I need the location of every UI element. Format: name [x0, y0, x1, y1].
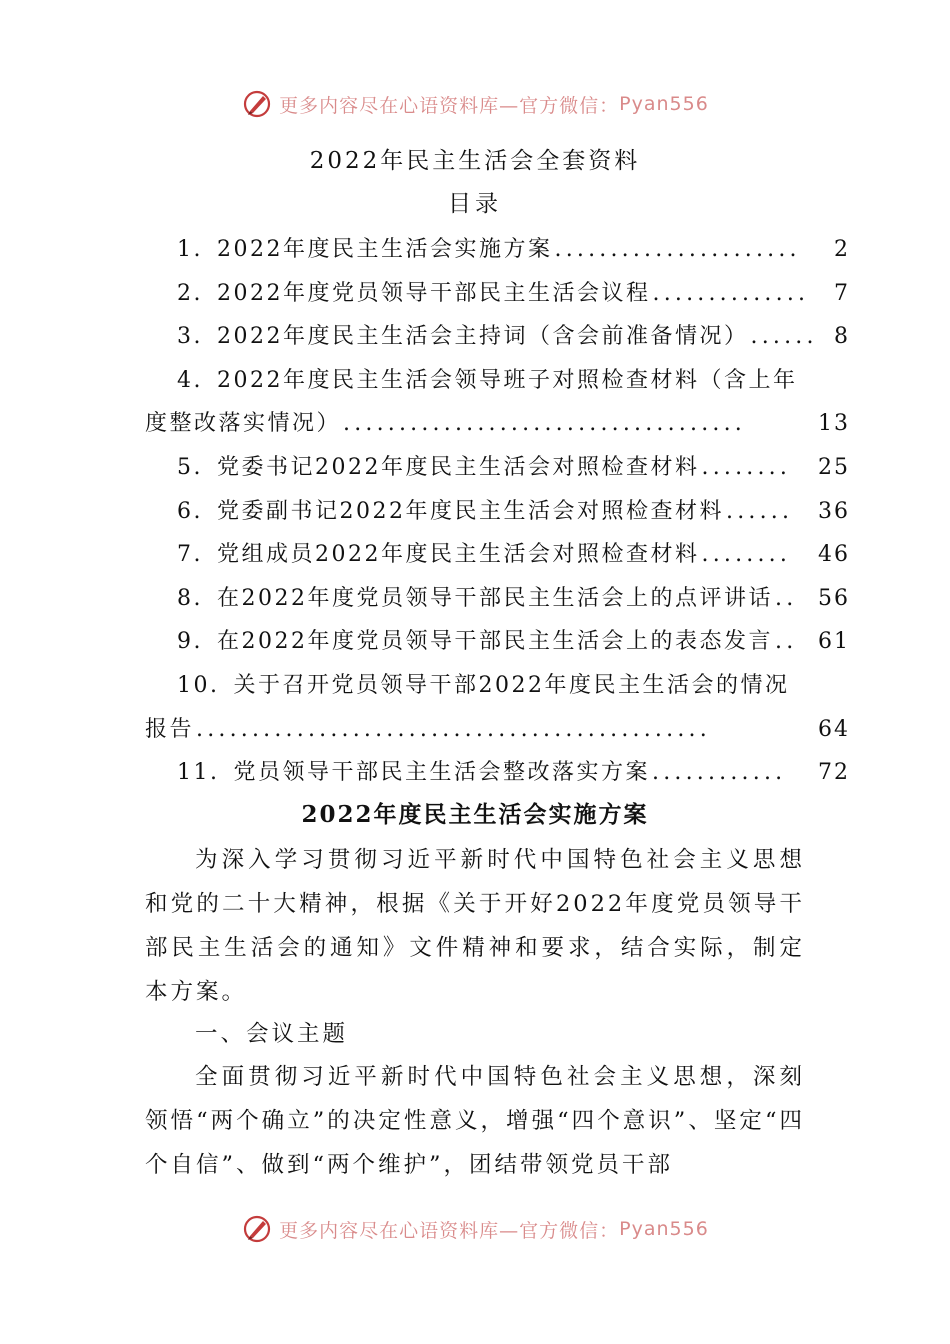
- toc-title: 关于召开党员领导干部2022年度民主生活会的情况: [233, 672, 790, 698]
- watermark-text: 更多内容尽在心语资料库—官方微信：: [279, 1219, 620, 1242]
- paragraph-theme: 全面贯彻习近平新时代中国特色社会主义思想，深刻领悟“两个确立”的决定性意义，增强“四个意识”、坚定“四个自信”、做到“两个维护”，团结带领党员干部: [145, 1064, 805, 1178]
- toc-title: 2022年度民主生活会实施方案: [217, 237, 553, 262]
- toc-item-5[interactable]: [145, 446, 850, 490]
- toc-num: 3.: [177, 324, 203, 350]
- toc-title: 党委书记2022年度民主生活会对照检查材料: [217, 454, 700, 480]
- toc-page: 64: [818, 716, 850, 742]
- toc-item-8[interactable]: [145, 577, 850, 621]
- toc-title: 2022年度民主生活会领导班子对照检查材料（含上年: [217, 367, 798, 393]
- toc-leader: ..: [775, 629, 798, 655]
- toc-title: 党委副书记2022年度民主生活会对照检查材料: [217, 498, 724, 524]
- toc-item-4-continued[interactable]: [145, 402, 850, 446]
- toc-leader: ......: [726, 498, 794, 524]
- toc-item-9[interactable]: [145, 620, 850, 664]
- toc-leader: ..............................................: [196, 716, 711, 742]
- document-title: 2022年民主生活会全套资料: [309, 148, 641, 174]
- toc-item-10-continued[interactable]: [145, 708, 850, 752]
- watermark-header: [0, 84, 950, 124]
- toc-num: 2.: [177, 280, 203, 306]
- watermark-id: Pyan556: [619, 93, 709, 115]
- toc-page: 61: [818, 629, 850, 655]
- toc-page: 46: [818, 542, 850, 568]
- toc-item-6[interactable]: [145, 490, 850, 534]
- toc-title: 2022年度民主生活会主持词（含会前准备情况）: [217, 324, 749, 350]
- toc-leader: ..............: [652, 280, 810, 306]
- toc-item-10[interactable]: [145, 664, 850, 708]
- table-of-contents: [145, 228, 850, 795]
- toc-page: 56: [818, 585, 850, 611]
- toc-title: 党组成员2022年度民主生活会对照检查材料: [217, 542, 700, 568]
- toc-leader: ......: [750, 324, 818, 350]
- toc-heading: 目录: [448, 191, 502, 217]
- toc-num: 10.: [177, 672, 220, 698]
- toc-title: 党员领导干部民主生活会整改落实方案: [233, 760, 651, 786]
- pen-logo-icon: [241, 1213, 273, 1245]
- toc-title: 在2022年度党员领导干部民主生活会上的表态发言: [217, 629, 773, 655]
- toc-num: 8.: [177, 585, 203, 611]
- toc-title: 2022年度党员领导干部民主生活会议程: [217, 280, 651, 306]
- toc-title: 在2022年度党员领导干部民主生活会上的点评讲话: [217, 585, 773, 611]
- section-title: 2022年度民主生活会实施方案: [301, 801, 649, 828]
- watermark-id: Pyan556: [619, 1218, 709, 1240]
- toc-leader: ......................: [554, 237, 801, 262]
- toc-leader: ........: [701, 454, 792, 480]
- toc-item-3[interactable]: [145, 315, 850, 359]
- toc-item-2[interactable]: [145, 272, 850, 316]
- paragraph-intro: 为深入学习贯彻习近平新时代中国特色社会主义思想和党的二十大精神，根据《关于开好2022年度党员领导干部民主生活会的通知》文件精神和要求，结合实际，制定本方案。: [145, 847, 805, 1005]
- watermark-text: 更多内容尽在心语资料库—官方微信：: [279, 94, 620, 117]
- watermark-footer: [0, 1209, 950, 1249]
- toc-item-1[interactable]: [145, 228, 850, 272]
- toc-page: 13: [818, 411, 850, 437]
- toc-num: 1.: [177, 237, 203, 262]
- toc-title-cont: 度整改落实情况）: [145, 411, 342, 437]
- toc-page: 8: [834, 324, 850, 350]
- toc-num: 11.: [177, 760, 220, 786]
- toc-page: 25: [818, 454, 850, 480]
- toc-leader: ........: [701, 542, 792, 568]
- toc-page: 7: [834, 280, 850, 306]
- toc-num: 9.: [177, 629, 203, 655]
- toc-title-cont: 报告: [145, 716, 195, 742]
- toc-page: 2: [834, 237, 850, 262]
- toc-num: 4.: [177, 367, 203, 393]
- toc-page: 72: [818, 760, 850, 786]
- subheading-meeting-theme: 一、会议主题: [195, 1021, 349, 1047]
- pen-logo-icon: [241, 88, 273, 120]
- toc-leader: ..: [775, 585, 798, 611]
- toc-item-7[interactable]: [145, 533, 850, 577]
- toc-num: 6.: [177, 498, 203, 524]
- toc-leader: ....................................: [343, 411, 746, 437]
- toc-num: 5.: [177, 454, 203, 480]
- toc-num: 7.: [177, 542, 203, 568]
- toc-leader: ............: [652, 760, 787, 786]
- toc-item-11[interactable]: [145, 751, 850, 795]
- toc-page: 36: [818, 498, 850, 524]
- toc-item-4[interactable]: [145, 359, 850, 403]
